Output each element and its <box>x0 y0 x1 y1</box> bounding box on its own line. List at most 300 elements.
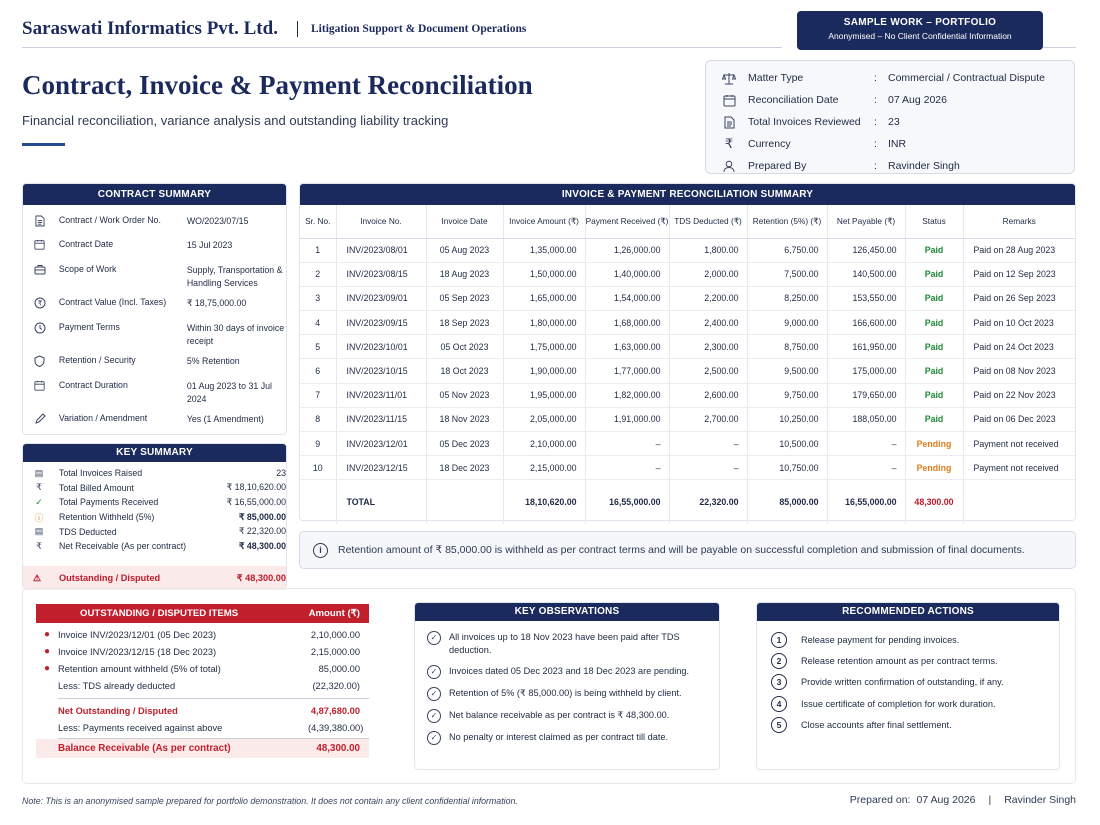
column-header: Invoice Date <box>426 205 503 238</box>
table-cell <box>905 359 963 383</box>
table-cell: 1,77,000.00 <box>585 359 669 383</box>
amount-heading: Amount (₹) <box>308 608 360 619</box>
calendar-icon <box>33 380 47 413</box>
check-circle-icon: ✓ <box>427 665 441 679</box>
outstanding-item-value: (22,320.00) <box>312 680 360 691</box>
matter-label: Total Invoices Reviewed <box>748 116 861 128</box>
outstanding-item-value: 85,000.00 <box>318 663 360 674</box>
key-row <box>23 495 286 510</box>
table-cell: 9 <box>300 432 336 456</box>
table-cell: 1,40,000.00 <box>585 262 669 286</box>
prepared-date: 07 Aug 2026 <box>916 794 976 806</box>
matter-row <box>720 89 1074 111</box>
outstanding-summary-row <box>23 566 286 590</box>
action-item <box>757 650 1059 671</box>
check-icon: ✓ <box>35 496 43 507</box>
observation-item <box>415 631 709 657</box>
key-value: ₹ 85,000.00 <box>238 511 286 522</box>
status-badge: Paid <box>924 366 944 377</box>
contract-row <box>23 215 286 239</box>
table-cell: 8,750.00 <box>747 335 827 359</box>
matter-row <box>720 111 1074 133</box>
total-value: 16,55,000.00 <box>585 480 669 524</box>
contract-row <box>23 355 286 380</box>
table-cell: 2,200.00 <box>669 286 747 310</box>
table-cell: – <box>827 432 905 456</box>
key-value: 23 <box>276 468 286 479</box>
table-cell: INV/2023/10/01 <box>336 335 426 359</box>
step-number: 1 <box>771 632 787 648</box>
shield-icon <box>33 355 47 380</box>
observation-item <box>415 665 709 679</box>
table-cell: Paid on 26 Sep 2023 <box>963 286 1075 310</box>
header-rule <box>1040 47 1076 48</box>
contract-row <box>23 239 286 264</box>
total-row <box>300 480 1075 524</box>
table-cell: 2,600.00 <box>669 383 747 407</box>
document-icon: ▤ <box>34 526 44 537</box>
reconciliation-heading: INVOICE & PAYMENT RECONCILIATION SUMMARY <box>300 184 1075 205</box>
table-cell: INV/2023/11/01 <box>336 383 426 407</box>
matter-value: 07 Aug 2026 <box>888 94 947 106</box>
table-row <box>300 456 1075 480</box>
table-cell: 1,82,000.00 <box>585 383 669 407</box>
rupee-icon <box>33 297 47 322</box>
table-cell: INV/2023/12/01 <box>336 432 426 456</box>
table-cell: 1,65,000.00 <box>503 286 585 310</box>
total-value: 16,55,000.00 <box>827 480 905 524</box>
table-cell: 8 <box>300 407 336 431</box>
table-cell: 05 Oct 2023 <box>426 335 503 359</box>
balance-label: Balance Receivable (As per contract) <box>58 743 231 754</box>
prepared-label: Prepared on: <box>849 794 911 806</box>
matter-value: Commercial / Contractual Dispute <box>888 72 1045 84</box>
observation-text: No penalty or interest claimed as per contract till date. <box>449 732 669 742</box>
net-outstanding-row <box>36 702 369 719</box>
table-cell: 18 Aug 2023 <box>426 262 503 286</box>
column-header: Sr. No. <box>300 205 336 238</box>
contract-row <box>23 380 286 413</box>
table-cell: 1 <box>300 238 336 262</box>
status-badge: Paid <box>924 317 944 328</box>
contract-label: Contract Date <box>58 239 114 249</box>
column-header: Payment Received (₹) <box>585 205 669 238</box>
calendar-icon <box>720 93 738 107</box>
table-cell: 166,600.00 <box>827 311 905 335</box>
recommended-actions-heading: RECOMMENDED ACTIONS <box>757 603 1059 621</box>
status-badge: Paid <box>924 245 944 256</box>
contract-label: Contract Value (Incl. Taxes) <box>58 297 167 307</box>
clock-icon <box>33 322 47 355</box>
table-cell: 153,550.00 <box>827 286 905 310</box>
table-cell: Paid on 22 Nov 2023 <box>963 383 1075 407</box>
matter-label: Currency <box>748 138 791 150</box>
table-cell <box>905 335 963 359</box>
table-cell: 140,500.00 <box>827 262 905 286</box>
contract-label: Retention / Security <box>58 355 136 365</box>
page-title: Contract, Invoice & Payment Reconciliation <box>22 70 533 100</box>
action-text: Issue certificate of completion for work duration. <box>801 698 996 709</box>
payments-less-value: (4,39,380.00) <box>308 722 364 733</box>
table-cell: 4 <box>300 311 336 335</box>
action-text: Close accounts after final settlement. <box>801 719 952 730</box>
table-cell: 5 <box>300 335 336 359</box>
column-header: Status <box>905 205 963 238</box>
matter-label: Matter Type <box>748 72 804 84</box>
total-value: 85,000.00 <box>747 480 827 524</box>
bullet: ● <box>43 646 51 657</box>
matter-row <box>720 67 1074 89</box>
table-cell: 2,700.00 <box>669 407 747 431</box>
key-label: Total Billed Amount <box>59 482 134 493</box>
contract-value: ₹ 18,75,000.00 <box>186 298 247 308</box>
footer-prepared <box>850 794 1076 806</box>
table-cell: 7 <box>300 383 336 407</box>
key-label: Total Payments Received <box>59 497 159 508</box>
table-cell: 3 <box>300 286 336 310</box>
table-row <box>300 286 1075 310</box>
outstanding-item-label: Invoice INV/2023/12/01 (05 Dec 2023) <box>58 629 217 640</box>
matter-label: Reconciliation Date <box>748 94 839 106</box>
table-cell <box>963 480 1075 524</box>
recommended-actions-card <box>756 602 1060 770</box>
company-name: Saraswati Informatics Pvt. Ltd. <box>22 18 278 39</box>
divider <box>58 698 369 699</box>
table-cell <box>905 432 963 456</box>
colon: : <box>874 116 877 128</box>
rupee-icon: ₹ <box>36 540 42 551</box>
reconciliation-card <box>299 183 1076 521</box>
table-cell: Payment not received <box>963 456 1075 480</box>
contract-label: Contract Duration <box>58 380 128 390</box>
total-value: 22,320.00 <box>669 480 747 524</box>
action-item <box>757 714 1059 735</box>
table-cell: 179,650.00 <box>827 383 905 407</box>
colon: : <box>874 138 877 150</box>
table-cell: 126,450.00 <box>827 238 905 262</box>
title-accent-bar <box>22 143 65 146</box>
observation-item <box>415 687 709 701</box>
table-cell <box>300 480 336 524</box>
table-cell: INV/2023/10/15 <box>336 359 426 383</box>
table-cell: 1,91,000.00 <box>585 407 669 431</box>
table-cell: 1,80,000.00 <box>503 311 585 335</box>
rupee-icon: ₹ <box>36 482 42 493</box>
document-icon <box>720 115 738 129</box>
colon: : <box>874 72 877 84</box>
table-cell <box>905 238 963 262</box>
step-number: 5 <box>771 717 787 733</box>
table-cell: 05 Nov 2023 <box>426 383 503 407</box>
key-summary-heading: KEY SUMMARY <box>23 444 286 462</box>
table-cell: 10 <box>300 456 336 480</box>
retention-info-note <box>299 531 1076 569</box>
status-badge: Paid <box>924 414 944 425</box>
calendar-icon <box>33 239 47 264</box>
action-item <box>757 629 1059 650</box>
outstanding-item-label: Less: TDS already deducted <box>58 680 176 691</box>
table-cell: 1,90,000.00 <box>503 359 585 383</box>
key-observations-card <box>414 602 720 770</box>
matter-value: Ravinder Singh <box>888 160 960 172</box>
contract-value: Supply, Transportation & Handling Services <box>186 265 283 288</box>
table-row <box>300 238 1075 262</box>
portfolio-badge <box>797 11 1043 50</box>
table-cell: 6 <box>300 359 336 383</box>
matter-row <box>720 155 1074 177</box>
key-label: TDS Deducted <box>59 526 117 537</box>
table-cell: 1,63,000.00 <box>585 335 669 359</box>
table-cell: 2,000.00 <box>669 262 747 286</box>
table-cell: Paid on 10 Oct 2023 <box>963 311 1075 335</box>
column-header: Invoice No. <box>336 205 426 238</box>
table-row <box>300 359 1075 383</box>
key-observations-heading: KEY OBSERVATIONS <box>415 603 719 621</box>
table-cell: 2,15,000.00 <box>503 456 585 480</box>
table-row <box>300 335 1075 359</box>
info-icon: i <box>313 543 328 558</box>
observation-text: All invoices up to 18 Nov 2023 have been paid after TDS deduction. <box>449 632 680 655</box>
table-row <box>300 311 1075 335</box>
payments-less-row <box>36 719 369 736</box>
column-header: TDS Deducted (₹) <box>669 205 747 238</box>
table-cell: – <box>827 456 905 480</box>
table-cell: Paid on 06 Dec 2023 <box>963 407 1075 431</box>
observation-item <box>415 709 709 723</box>
key-value: ₹ 18,10,620.00 <box>226 482 286 493</box>
total-label: TOTAL <box>336 480 426 524</box>
action-item <box>757 693 1059 714</box>
table-cell: 1,35,000.00 <box>503 238 585 262</box>
table-cell: 18 Oct 2023 <box>426 359 503 383</box>
step-number: 4 <box>771 696 787 712</box>
contract-value: 5% Retention <box>186 356 240 366</box>
outstanding-items-heading <box>36 604 369 623</box>
table-cell: Paid on 08 Nov 2023 <box>963 359 1075 383</box>
footer-note: Note: This is an anonymised sample prepared for portfolio demonstration. It does not contain any client confidential information. <box>22 796 518 806</box>
key-summary-card <box>22 443 287 589</box>
document-icon <box>33 215 47 239</box>
key-row <box>23 466 286 481</box>
note-text: Retention amount of ₹ 85,000.00 is withheld as per contract terms and will be payable on successful completion and submission of final documents. <box>338 544 1025 556</box>
check-circle-icon: ✓ <box>427 709 441 723</box>
header-divider <box>297 21 298 37</box>
contract-label: Contract / Work Order No. <box>58 215 161 225</box>
table-cell <box>905 456 963 480</box>
table-cell: 18 Nov 2023 <box>426 407 503 431</box>
table-cell: 18 Dec 2023 <box>426 456 503 480</box>
balance-value: 48,300.00 <box>316 743 360 754</box>
action-text: Release payment for pending invoices. <box>801 634 960 645</box>
contract-label: Scope of Work <box>58 264 117 274</box>
column-header: Invoice Amount (₹) <box>503 205 585 238</box>
table-cell: 2,300.00 <box>669 335 747 359</box>
key-value: ₹ 22,320.00 <box>238 526 286 537</box>
matter-value: 23 <box>888 116 900 128</box>
key-value: ₹ 16,55,000.00 <box>226 496 286 507</box>
contract-row <box>23 322 286 355</box>
contract-value: Within 30 days of invoice receipt <box>186 323 285 346</box>
net-outstanding-label: Net Outstanding / Disputed <box>58 705 178 716</box>
status-badge: Pending <box>916 438 952 449</box>
table-cell: 1,800.00 <box>669 238 747 262</box>
contract-value: WO/2023/07/15 <box>186 216 249 226</box>
table-cell: 2 <box>300 262 336 286</box>
table-header-row <box>300 205 1075 238</box>
warning-icon: ⚠ <box>33 572 42 583</box>
outstanding-items-panel <box>36 604 369 762</box>
outstanding-item-value: 2,15,000.00 <box>310 646 360 657</box>
table-cell: 1,54,000.00 <box>585 286 669 310</box>
table-cell <box>905 407 963 431</box>
observation-text: Retention of 5% (₹ 85,000.00) is being withheld by client. <box>449 688 682 698</box>
column-header: Retention (5%) (₹) <box>747 205 827 238</box>
action-text: Provide written confirmation of outstanding, if any. <box>801 677 1004 688</box>
payments-less-label: Less: Payments received against above <box>58 722 223 733</box>
contract-label: Payment Terms <box>58 322 120 332</box>
status-badge: Paid <box>924 390 944 401</box>
table-cell: 1,68,000.00 <box>585 311 669 335</box>
table-cell: Paid on 24 Oct 2023 <box>963 335 1075 359</box>
table-row <box>300 383 1075 407</box>
action-text: Release retention amount as per contract terms. <box>801 655 998 666</box>
contract-row <box>23 264 286 297</box>
table-cell: – <box>669 456 747 480</box>
contract-label: Variation / Amendment <box>58 413 148 423</box>
header-rule <box>22 47 782 48</box>
page-subtitle: Financial reconciliation, variance analysis and outstanding liability tracking <box>22 113 449 128</box>
key-row <box>23 539 286 554</box>
footer-separator: | <box>988 794 992 806</box>
reconciliation-table <box>300 205 1075 524</box>
observation-item <box>415 731 709 745</box>
alert-icon: ⓘ <box>34 512 44 523</box>
badge-title: SAMPLE WORK – PORTFOLIO <box>843 17 997 28</box>
table-cell: 6,750.00 <box>747 238 827 262</box>
rupee-icon: ₹ <box>724 136 734 151</box>
user-icon <box>720 159 738 173</box>
matter-label: Prepared By <box>748 160 807 172</box>
table-cell: Payment not received <box>963 432 1075 456</box>
table-cell: 2,10,000.00 <box>503 432 585 456</box>
table-cell: 8,250.00 <box>747 286 827 310</box>
table-cell: 1,26,000.00 <box>585 238 669 262</box>
table-cell: 161,950.00 <box>827 335 905 359</box>
table-cell: 9,500.00 <box>747 359 827 383</box>
table-cell: 05 Dec 2023 <box>426 432 503 456</box>
table-cell <box>905 262 963 286</box>
table-row <box>300 407 1075 431</box>
outstanding-row <box>36 643 369 660</box>
table-cell: 10,500.00 <box>747 432 827 456</box>
status-badge: Paid <box>924 269 944 280</box>
table-cell: 05 Aug 2023 <box>426 238 503 262</box>
observation-text: Net balance receivable as per contract is ₹ 48,300.00. <box>449 710 670 720</box>
outstanding-item-label: Invoice INV/2023/12/15 (18 Dec 2023) <box>58 646 217 657</box>
check-circle-icon: ✓ <box>427 631 441 645</box>
table-cell: 9,750.00 <box>747 383 827 407</box>
table-cell: 2,05,000.00 <box>503 407 585 431</box>
table-cell: 188,050.00 <box>827 407 905 431</box>
table-cell: 1,50,000.00 <box>503 262 585 286</box>
table-cell: Paid on 28 Aug 2023 <box>963 238 1075 262</box>
column-header: Net Payable (₹) <box>827 205 905 238</box>
table-cell: 18 Sep 2023 <box>426 311 503 335</box>
table-cell <box>426 480 503 524</box>
company-tagline: Litigation Support & Document Operations <box>311 23 527 35</box>
table-cell <box>905 383 963 407</box>
table-cell: 10,250.00 <box>747 407 827 431</box>
step-number: 3 <box>771 674 787 690</box>
colon: : <box>874 94 877 106</box>
matter-value: INR <box>888 138 907 150</box>
outstanding-item-value: 2,10,000.00 <box>310 629 360 640</box>
net-outstanding-value: 4,87,680.00 <box>310 705 360 716</box>
outstanding-heading-label: OUTSTANDING / DISPUTED ITEMS <box>80 608 239 619</box>
contract-value: Yes (1 Amendment) <box>186 414 264 424</box>
table-cell: INV/2023/11/15 <box>336 407 426 431</box>
outstanding-item-label: Retention amount withheld (5% of total) <box>58 663 221 674</box>
total-value: 18,10,620.00 <box>503 480 585 524</box>
table-row <box>300 262 1075 286</box>
observation-text: Invoices dated 05 Dec 2023 and 18 Dec 2023 are pending. <box>449 666 690 676</box>
badge-subtitle: Anonymised – No Client Confidential Information <box>828 31 1012 41</box>
pencil-icon <box>33 413 47 435</box>
matter-details-box <box>705 60 1075 174</box>
table-cell: INV/2023/08/01 <box>336 238 426 262</box>
check-circle-icon: ✓ <box>427 731 441 745</box>
scales-icon <box>720 71 738 85</box>
contract-value: 15 Jul 2023 <box>186 240 233 250</box>
table-cell: – <box>669 432 747 456</box>
table-cell: INV/2023/12/15 <box>336 456 426 480</box>
table-cell: – <box>585 456 669 480</box>
outstanding-row <box>36 660 369 677</box>
table-cell: INV/2023/09/01 <box>336 286 426 310</box>
outstanding-row <box>36 677 369 694</box>
table-cell: 1,95,000.00 <box>503 383 585 407</box>
bullet: ● <box>43 629 51 640</box>
table-cell: 2,400.00 <box>669 311 747 335</box>
table-cell: 05 Sep 2023 <box>426 286 503 310</box>
check-circle-icon: ✓ <box>427 687 441 701</box>
bullet: ● <box>43 663 51 674</box>
briefcase-icon <box>33 264 47 297</box>
table-cell: Paid on 12 Sep 2023 <box>963 262 1075 286</box>
action-item <box>757 672 1059 693</box>
table-cell: 7,500.00 <box>747 262 827 286</box>
key-label: Net Receivable (As per contract) <box>59 541 187 552</box>
table-cell <box>905 286 963 310</box>
matter-row <box>720 133 1074 155</box>
key-row <box>23 481 286 496</box>
status-badge: Pending <box>916 462 952 473</box>
table-cell: 9,000.00 <box>747 311 827 335</box>
balance-row <box>36 739 369 758</box>
key-row <box>23 524 286 539</box>
table-cell: 10,750.00 <box>747 456 827 480</box>
table-cell: 2,500.00 <box>669 359 747 383</box>
table-cell: 175,000.00 <box>827 359 905 383</box>
table-cell <box>905 311 963 335</box>
document-icon: ▤ <box>34 467 44 478</box>
key-label: Total Invoices Raised <box>59 468 143 479</box>
table-cell: – <box>585 432 669 456</box>
svg-text:₹: ₹ <box>37 300 43 308</box>
table-cell: INV/2023/08/15 <box>336 262 426 286</box>
key-row <box>23 510 286 525</box>
outstanding-value: ₹ 48,300.00 <box>236 572 286 583</box>
